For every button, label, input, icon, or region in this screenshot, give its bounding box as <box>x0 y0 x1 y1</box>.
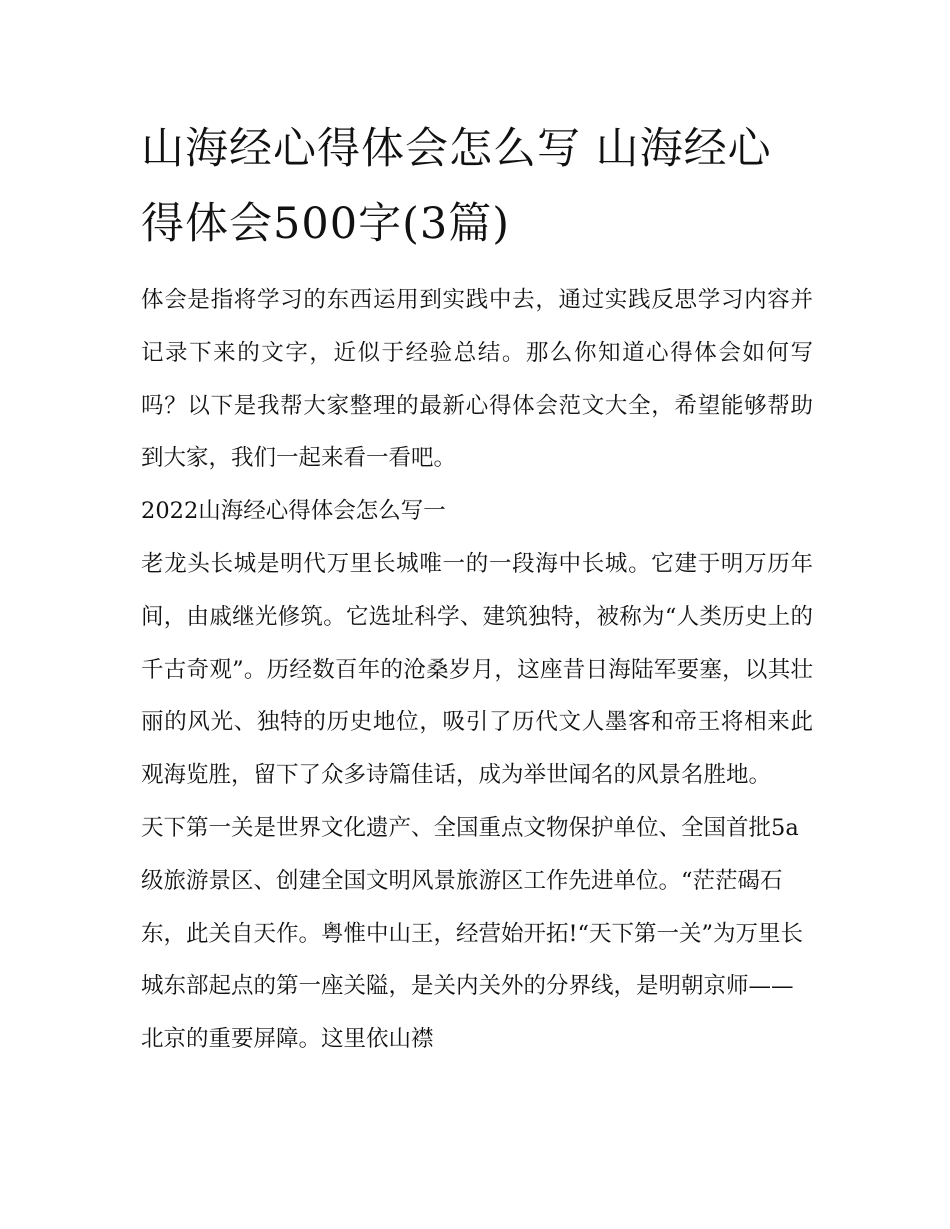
section-heading: 2022山海经心得体会怎么写一 <box>141 498 446 525</box>
document-page <box>141 112 813 1066</box>
body-paragraph-1: 老龙头长城是明代万里长城唯一的一段海中长城。它建于明万历年间，由戚继光修筑。它选址科学、建筑独特，被称为“人类历史上的千古奇观”。历经数百年的沧桑岁月，这座昔日海陆军要塞，以其壮丽的风光、独特的历史地位，吸引了历代文人墨客和帝王将相来此观海览胜，留下了众多诗篇佳话，成为举世闻名的风景名胜地。 <box>141 550 813 789</box>
document-title: 山海经心得体会怎么写 山海经心得体会500字(3篇) <box>141 124 772 249</box>
intro-paragraph: 体会是指将学习的东西运用到实践中去，通过实践反思学习内容并记录下来的文字，近似于经验总结。那么你知道心得体会如何写吗？以下是我帮大家整理的最新心得体会范文大全，希望能够帮助到大家，我们一起来看一看吧。 <box>141 287 813 472</box>
body-paragraph-2: 天下第一关是世界文化遗产、全国重点文物保护单位、全国首批5a级旅游景区、创建全国文明风景旅游区工作先进单位。“茫茫碣石东，此关自天作。粤惟中山王，经营始开拓!“天下第一关”为万里长城东部起点的第一座关隘，是关内关外的分界线，是明朝京师——北京的重要屏障。这里依山襟 <box>141 814 804 1053</box>
